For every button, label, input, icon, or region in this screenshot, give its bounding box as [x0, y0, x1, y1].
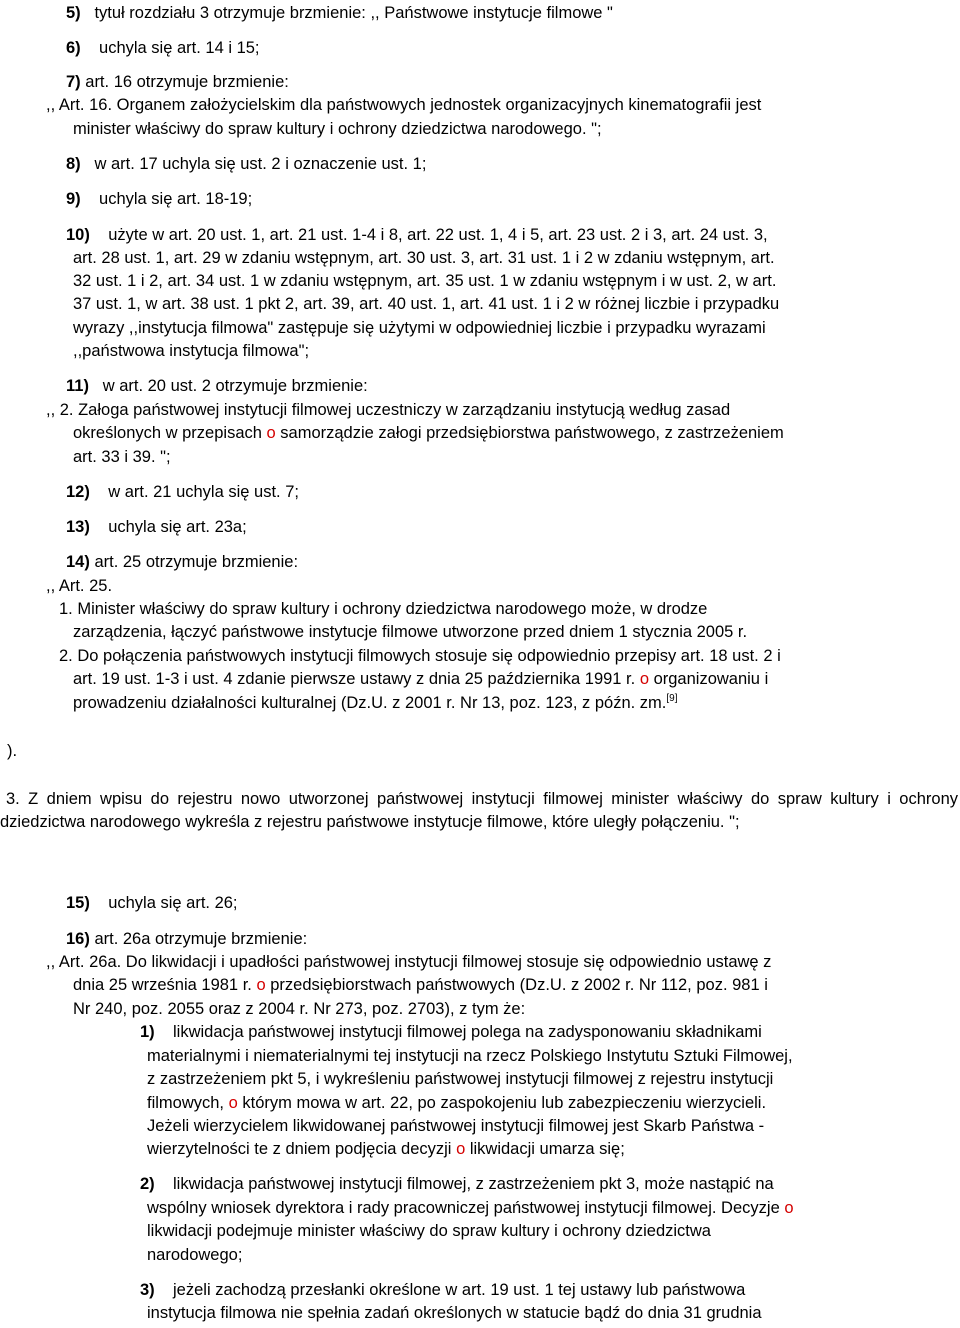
item-text: likwidacja państwowej instytucji filmowej, z zastrzeżeniem pkt 3, może nastąpić na — [173, 1175, 774, 1193]
art25-ust1-line1: 1. Minister właściwy do spraw kultury i ochrony dziedzictwa narodowego może, w drodze — [59, 600, 708, 618]
pkt-3-line2: instytucja filmowa nie spełnia zadań określonych w statucie bądź do dnia 31 grudnia — [147, 1304, 762, 1322]
item-number: 5) — [66, 4, 81, 22]
item-number: 12) — [66, 483, 90, 501]
pkt-1-line2: materialnymi i niematerialnymi tej instytucji na rzecz Polskiego Instytutu Sztuki Filmowej, — [147, 1047, 793, 1065]
art25-ust2-line2 — [73, 668, 768, 691]
pkt-2 — [140, 1173, 774, 1196]
red-o: o — [456, 1140, 466, 1158]
item-text: likwidacja państwowej instytucji filmowej polega na zadysponowaniu składnikami — [173, 1023, 762, 1041]
ust2-line3: art. 33 i 39. "; — [73, 448, 171, 466]
item-14 — [66, 551, 298, 574]
pkt-2-line3: likwidacji podejmuje minister właściwy do spraw kultury i ochrony dziedzictwa — [147, 1222, 711, 1240]
item-13 — [66, 516, 247, 539]
ust2-line2 — [73, 422, 784, 445]
art25-heading: ,, Art. 25. — [46, 577, 113, 595]
art26a-line3: Nr 240, poz. 2055 oraz z 2004 r. Nr 273, poz. 2703), z tym że: — [73, 1000, 526, 1018]
art16-line2: minister właściwy do spraw kultury i ochrony dziedzictwa narodowego. "; — [73, 120, 602, 138]
item-number: 13) — [66, 518, 90, 536]
item-number: 10) — [66, 226, 90, 244]
art16-line1: ,, Art. 16. Organem założycielskim dla państwowych jednostek organizacyjnych kinematografii jest — [46, 96, 762, 114]
item-text: art. 25 otrzymuje brzmienie: — [94, 553, 299, 571]
item-10-line5: wyrazy ,,instytucja filmowa" zastępuje się użytymi w odpowiedniej liczbie i przypadku wyrazami — [73, 319, 766, 337]
text-segment: prowadzeniu działalności kulturalnej (Dz.U. z 2001 r. Nr 13, poz. 123, z późn. zm. — [73, 694, 667, 712]
art25-ust3: 3. Z dniem wpisu do rejestru nowo utworzonej państwowej instytucji filmowej minister właściwy do spraw kultury i ochrony dziedzictwa narodowego wykreśla z rejestru państwowe instytucje filmowe, które uległy połączeniu. "; — [0, 790, 958, 831]
item-number: 15) — [66, 894, 90, 912]
pkt-1-line6 — [147, 1138, 625, 1161]
art26a-line2 — [73, 974, 768, 997]
item-5 — [66, 2, 613, 25]
item-number: 6) — [66, 39, 81, 57]
text-segment: wspólny wniosek dyrektora i rady pracowniczej państwowej instytucji filmowej. Decyzje — [147, 1199, 785, 1217]
item-6 — [66, 37, 260, 60]
ust2-line1: ,, 2. Załoga państwowej instytucji filmowej uczestniczy w zarządzaniu instytucją według zasad — [46, 401, 731, 419]
item-7 — [66, 71, 289, 94]
item-8 — [66, 153, 426, 176]
item-number: 7) — [66, 73, 81, 91]
item-text: w art. 21 uchyla się ust. 7; — [108, 483, 299, 501]
item-text: art. 16 otrzymuje brzmienie: — [85, 73, 289, 91]
item-number: 16) — [66, 930, 90, 948]
text-segment: samorządzie załogi przedsiębiorstwa państwowego, z zastrzeżeniem — [275, 424, 784, 442]
item-10-line6: ,,państwowa instytucja filmowa"; — [73, 342, 310, 360]
red-o: o — [784, 1199, 794, 1217]
item-16 — [66, 928, 307, 951]
text-segment: dnia 25 września 1981 r. — [73, 976, 257, 994]
item-12 — [66, 481, 299, 504]
art25-ust2-line3 — [73, 692, 678, 715]
art26a-line1: ,, Art. 26a. Do likwidacji i upadłości państwowej instytucji filmowej stosuje się odpowiednio ustawę z — [46, 953, 772, 971]
item-number: 3) — [140, 1281, 155, 1299]
pkt-1-line3: z zastrzeżeniem pkt 5, i wykreśleniu państwowej instytucji filmowej z rejestru instytucji — [147, 1070, 774, 1088]
red-o: o — [256, 976, 266, 994]
item-text: uchyla się art. 18-19; — [99, 190, 253, 208]
pkt-1-line4 — [147, 1092, 766, 1115]
pkt-1 — [140, 1021, 762, 1044]
item-10-line3: 32 ust. 1 i 2, art. 34 ust. 1 w zdaniu wstępnym, art. 35 ust. 1 w zdaniu wstępnym i w ust. 2, w art. — [73, 272, 777, 290]
item-number: 2) — [140, 1175, 155, 1193]
item-text: uchyla się art. 26; — [108, 894, 238, 912]
text-segment: którym mowa w art. 22, po zaspokojeniu lub zabezpieczeniu wierzycieli. — [237, 1094, 767, 1112]
item-text: art. 26a otrzymuje brzmienie: — [94, 930, 308, 948]
text-segment: przedsiębiorstwach państwowych (Dz.U. z 2002 r. Nr 112, poz. 981 i — [265, 976, 768, 994]
item-15 — [66, 892, 238, 915]
item-number: 11) — [66, 377, 89, 395]
item-number: 1) — [140, 1023, 155, 1041]
art25-ust2-line1: 2. Do połączenia państwowych instytucji filmowych stosuje się odpowiednio przepisy art. 18 ust. 2 i — [59, 647, 781, 665]
item-10-line2: art. 28 ust. 1, art. 29 w zdaniu wstępnym, art. 30 ust. 3, art. 31 ust. 1 i 2 w zdaniu wstępnym, art. — [73, 249, 775, 267]
closing-paren: ). — [7, 742, 18, 760]
item-9 — [66, 188, 252, 211]
red-o: o — [266, 424, 276, 442]
pkt-1-line5: Jeżeli wierzycielem likwidowanej państwowej instytucji filmowej jest Skarb Państwa - — [147, 1117, 765, 1135]
item-text: w art. 17 uchyla się ust. 2 i oznaczenie ust. 1; — [94, 155, 427, 173]
text-segment: wierzytelności te z dniem podjęcia decyzji — [147, 1140, 457, 1158]
text-segment: art. 19 ust. 1-3 i ust. 4 zdanie pierwsze ustawy z dnia 25 października 1991 r. — [73, 670, 640, 688]
text-segment: filmowych, — [147, 1094, 229, 1112]
text-segment: likwidacji umarza się; — [465, 1140, 625, 1158]
pkt-3 — [140, 1279, 745, 1302]
item-text: jeżeli zachodzą przesłanki określone w art. 19 ust. 1 tej ustawy lub państwowa — [173, 1281, 746, 1299]
item-text: uchyla się art. 23a; — [108, 518, 247, 536]
item-10 — [66, 224, 768, 247]
item-text: tytuł rozdziału 3 otrzymuje brzmienie: ,, Państwowe instytucje filmowe " — [94, 4, 613, 22]
text-segment: określonych w przepisach — [73, 424, 267, 442]
art25-ust1-line2: zarządzenia, łączyć państwowe instytucje filmowe utworzone przed dniem 1 stycznia 2005 r. — [73, 623, 748, 641]
red-o: o — [639, 670, 649, 688]
red-o: o — [228, 1094, 238, 1112]
text-segment: organizowaniu i — [649, 670, 769, 688]
item-text: w art. 20 ust. 2 otrzymuje brzmienie: — [102, 377, 368, 395]
item-number: 14) — [66, 553, 90, 571]
pkt-2-line4: narodowego; — [147, 1246, 243, 1264]
footnote-ref[interactable]: [9] — [666, 692, 678, 704]
item-10-line4: 37 ust. 1, w art. 38 ust. 1 pkt 2, art. 39, art. 40 ust. 1, art. 41 ust. 1 i 2 w różnej liczbie i przypadku — [73, 295, 780, 313]
pkt-2-line2 — [147, 1197, 794, 1220]
item-number: 8) — [66, 155, 81, 173]
item-number: 9) — [66, 190, 81, 208]
item-11 — [66, 375, 368, 398]
item-text: użyte w art. 20 ust. 1, art. 21 ust. 1-4 i 8, art. 22 ust. 1, 4 i 5, art. 23 ust. 2 i 3, art. 24 ust. 3, — [108, 226, 768, 244]
item-text: uchyla się art. 14 i 15; — [99, 39, 260, 57]
